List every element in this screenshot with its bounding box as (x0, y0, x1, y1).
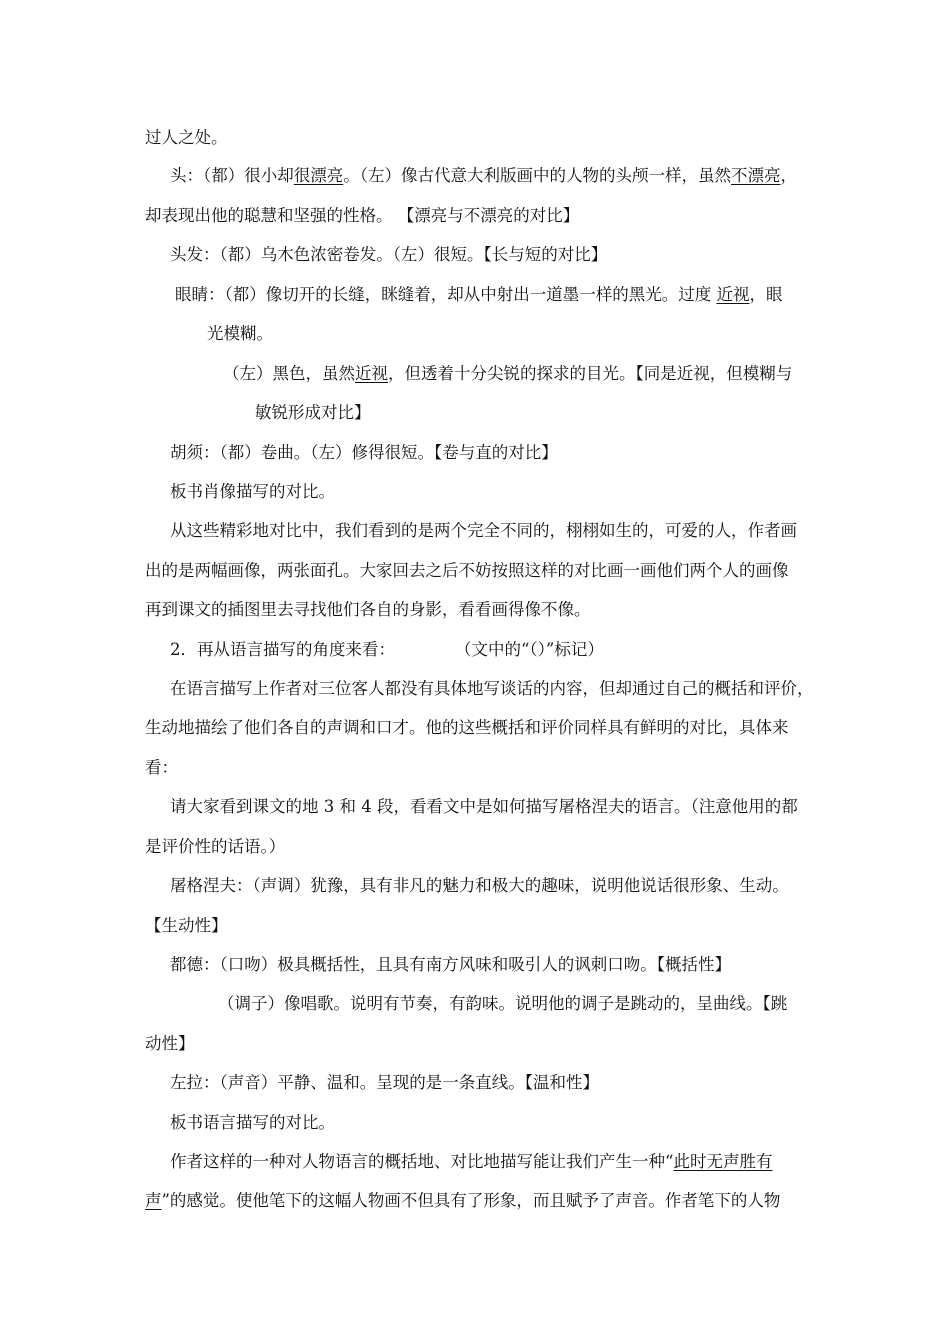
underlined-phrase: 声 (145, 1191, 162, 1210)
text-segment: 。（左）像古代意大利版画中的人物的头颅一样，虽然 (343, 166, 731, 185)
text-line: 胡须：（都）卷曲。（左）修得很短。【卷与直的对比】 (170, 443, 558, 462)
underlined-phrase: 近视 (716, 285, 750, 304)
underlined-phrase: 此时无声胜有 (673, 1152, 773, 1171)
text-line (170, 165, 797, 187)
underlined-phrase: 不漂亮 (731, 166, 781, 185)
text-segment: 2．再从语言描写的角度来看： (170, 640, 395, 659)
text-segment: （左）黑色，虽然 (223, 364, 355, 383)
text-line (145, 1190, 780, 1212)
text-line: 光模糊。 (207, 324, 273, 343)
text-segment: 头：（都）很小却 (170, 166, 294, 185)
text-line: 在语言描写上作者对三位客人都没有具体地写谈话的内容，但却通过自己的概括和评价， (170, 679, 814, 698)
text-line: 左拉：（声音）平静、温和。呈现的是一条直线。【温和性】 (170, 1073, 599, 1092)
text-line: 再到课文的插图里去寻找他们各自的身影，看看画得像不像。 (145, 600, 591, 619)
text-line (455, 639, 604, 661)
text-segment: 作者这样的一种对人物语言的概括地、对比地描写能让我们产生一种“ (170, 1152, 674, 1171)
text-line: 看： (145, 758, 178, 777)
text-line: 【生动性】 (145, 916, 228, 935)
text-line: 都德：（口吻）极具概括性，且具有南方风味和吸引人的讽刺口吻。【概括性】 (170, 955, 731, 974)
text-line: 板书肖像描写的对比。 (170, 482, 335, 501)
text-line: 请大家看到课文的地 3 和 4 段，看看文中是如何描写屠格涅夫的语言。（注意他用的都 (170, 797, 798, 816)
text-line (170, 639, 395, 661)
text-segment: ， (780, 166, 797, 185)
text-segment: 眼睛：（都）像切开的长缝，眯缝着，却从中射出一道墨一样的黑光。过度 (175, 285, 717, 304)
text-line: 过人之处。 (145, 128, 228, 147)
text-line (170, 1151, 772, 1173)
text-segment: （文中的“（）”标记） (455, 640, 604, 659)
text-segment: ，眼 (749, 285, 783, 304)
text-line: 却表现出他的聪慧和坚强的性格。 【漂亮与不漂亮的对比】 (145, 206, 580, 225)
text-line: 动性】 (145, 1034, 195, 1053)
text-line: 屠格涅夫：（声调）犹豫，具有非凡的魅力和极大的趣味，说明他说话很形象、生动。 (170, 876, 789, 895)
text-segment: ，但透着十分尖锐的探求的目光。【同是近视，但模糊与 (388, 364, 793, 383)
text-line: 从这些精彩地对比中，我们看到的是两个完全不同的，栩栩如生的，可爱的人，作者画 (170, 521, 797, 540)
text-line (223, 363, 792, 385)
text-line: （调子）像唱歌。说明有节奏，有韵味。说明他的调子是跳动的，呈曲线。【跳 (218, 994, 788, 1013)
text-line: 头发：（都）乌木色浓密卷发。（左）很短。【长与短的对比】 (170, 245, 608, 264)
text-line: 敏锐形成对比】 (255, 403, 371, 422)
underlined-phrase: 近视 (355, 364, 388, 383)
text-line: 出的是两幅画像，两张面孔。大家回去之后不妨按照这样的对比画一画他们两个人的画像 (145, 561, 789, 580)
text-segment: ”的感觉。使他笔下的这幅人物画不但具有了形象，而且赋予了声音。作者笔下的人物 (161, 1191, 781, 1210)
text-line: 生动地描绘了他们各自的声调和口才。他的这些概括和评价同样具有鲜明的对比，具体来 (145, 718, 789, 737)
text-line: 板书语言描写的对比。 (170, 1113, 335, 1132)
text-line (175, 284, 783, 306)
text-line: 是评价性的话语。） (145, 837, 286, 856)
underlined-phrase: 很漂亮 (293, 166, 344, 185)
